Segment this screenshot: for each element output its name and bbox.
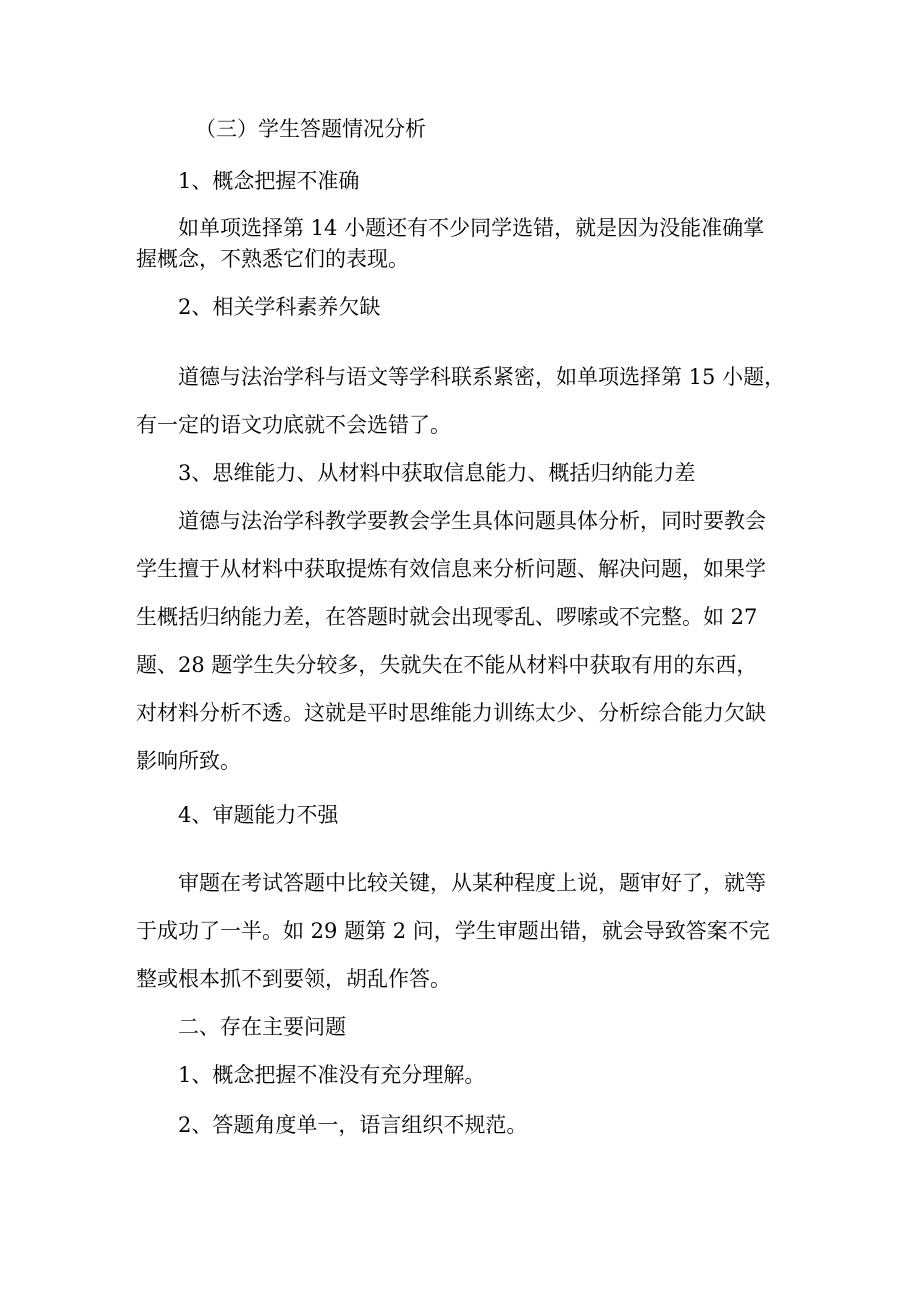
problems-item: 2、答题角度单一，语言组织不规范。 [178, 1113, 528, 1137]
item2-heading: 2、相关学科素养欠缺 [178, 295, 381, 319]
item2-para-line: 道德与法治学科与语文等学科联系紧密，如单项选择第 15 小题， [178, 365, 786, 389]
item3-para-line: 题、28 题学生失分较多，失就失在不能从材料中获取有用的东西， [136, 653, 758, 677]
item3-para-line: 道德与法治学科教学要教会学生具体问题具体分析，同时要教会 [178, 509, 766, 533]
item2-para-line: 有一定的语文功底就不会选错了。 [136, 413, 451, 437]
item1-para-line: 握概念，不熟悉它们的表现。 [136, 247, 409, 271]
item3-heading: 3、思维能力、从材料中获取信息能力、概括归纳能力差 [178, 461, 696, 485]
problems-heading: 二、存在主要问题 [178, 1015, 346, 1039]
problems-item: 1、概念把握不准没有充分理解。 [178, 1063, 486, 1087]
item4-para-line: 于成功了一半。如 29 题第 2 问，学生审题出错，就会导致答案不完 [136, 919, 770, 943]
item1-heading: 1、概念把握不准确 [178, 169, 360, 193]
item1-para-line: 如单项选择第 14 小题还有不少同学选错，就是因为没能准确掌 [178, 216, 765, 240]
item3-para-line: 影响所致。 [136, 749, 241, 773]
item3-para-line: 生概括归纳能力差，在答题时就会出现零乱、啰嗦或不完整。如 27 [136, 605, 758, 629]
item4-para-line: 整或根本抓不到要领，胡乱作答。 [136, 967, 451, 991]
item3-para-line: 对材料分析不透。这就是平时思维能力训练太少、分析综合能力欠缺 [136, 701, 766, 725]
item3-para-line: 学生擅于从材料中获取提炼有效信息来分析问题、解决问题，如果学 [136, 557, 766, 581]
item4-heading: 4、审题能力不强 [178, 803, 339, 827]
section-heading: （三）学生答题情况分析 [195, 117, 426, 141]
item4-para-line: 审题在考试答题中比较关键，从某种程度上说，题审好了，就等 [178, 871, 766, 895]
